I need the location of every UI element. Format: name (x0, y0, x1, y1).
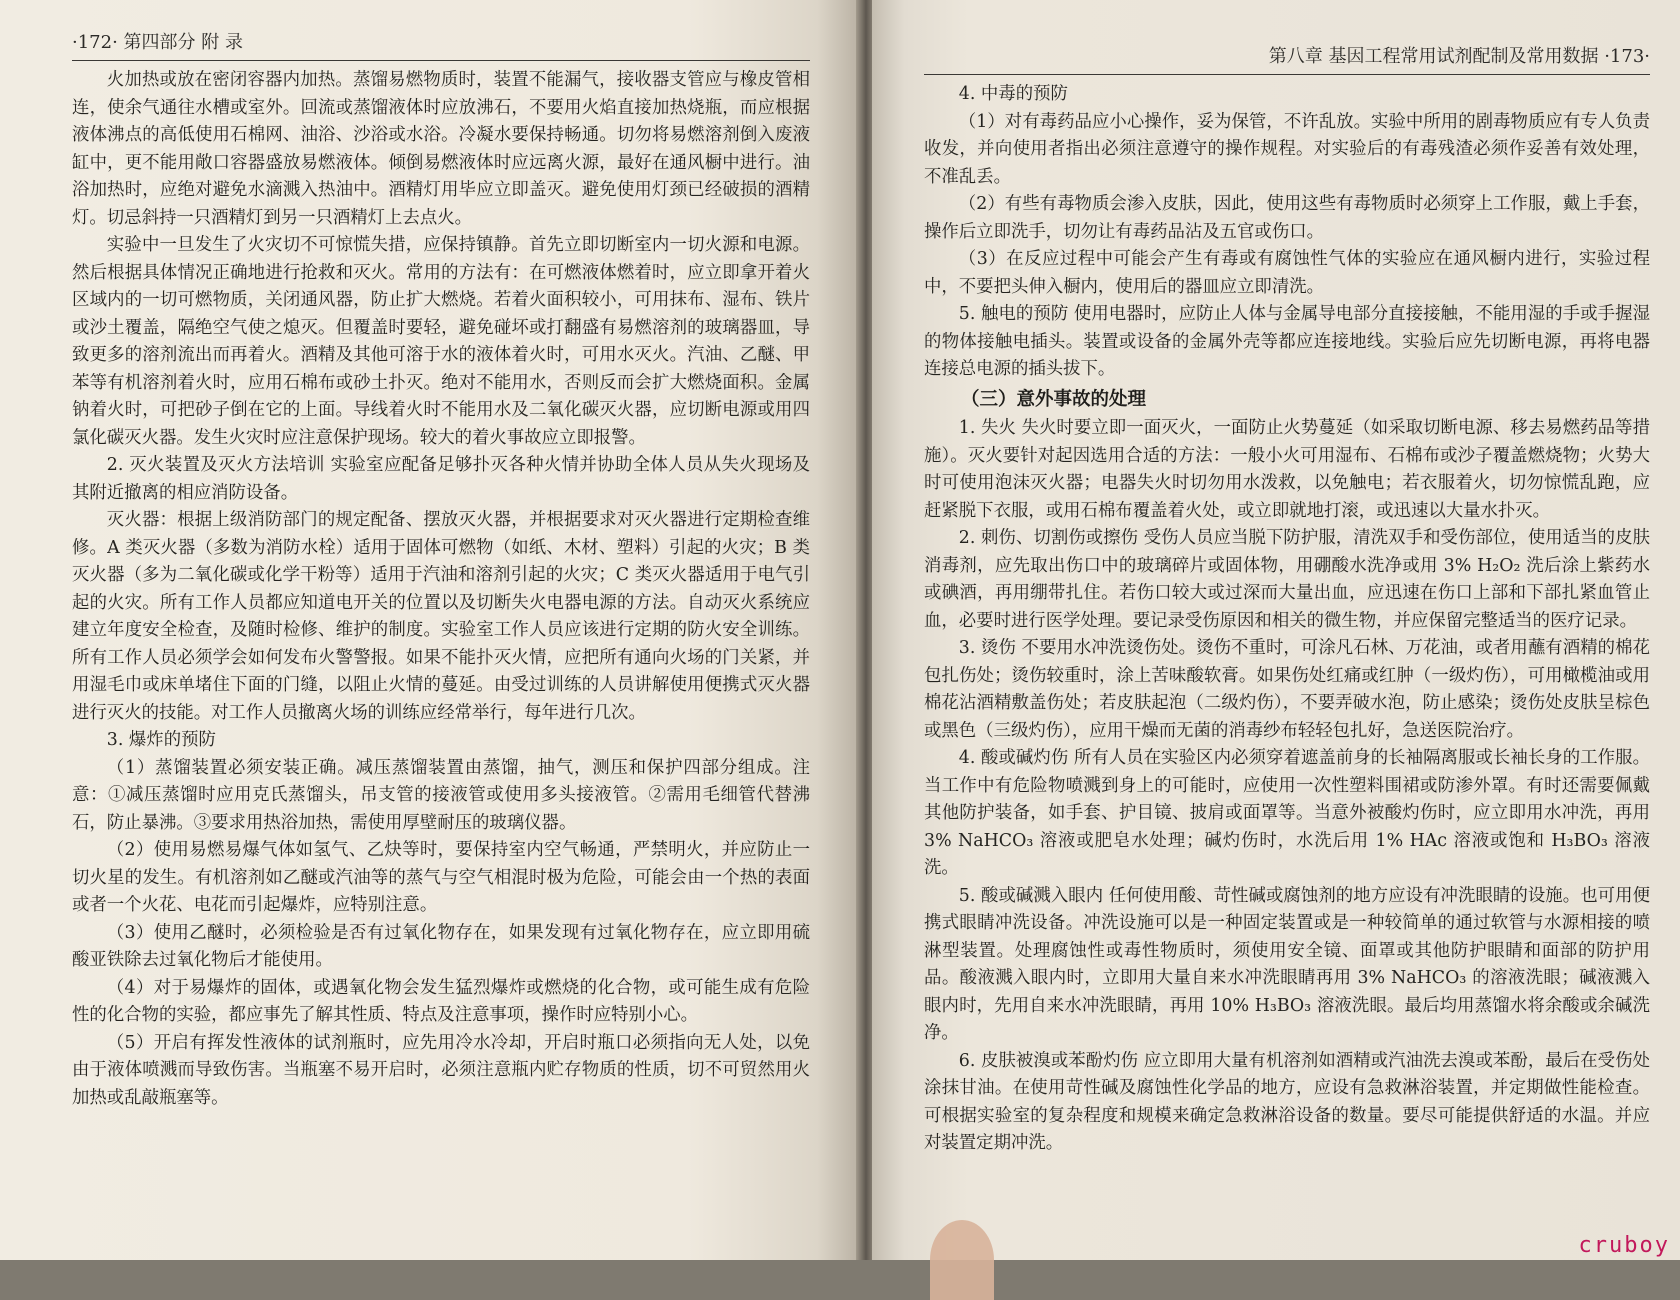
paragraph: 4. 酸或碱灼伤 所有人员在实验区内必须穿着遮盖前身的长袖隔离服或长袖长身的工作服。当工作中有危险物喷溅到身上的可能时，应使用一次性塑料围裙或防渗外罩。有时还需要佩戴其他防护装备，如手套、护目镜、披肩或面罩等。当意外被酸灼伤时，应立即用水冲洗，再用 3% NaHCO₃ 溶液或肥皂水处理；碱灼伤时，水洗后用 1% HAc 溶液或饱和 H₃BO₃ 溶液洗。 (924, 748, 1650, 878)
paragraph: 2. 灭火装置及灭火方法培训 实验室应配备足够扑灭各种火情并协助全体人员从失火现场及其附近撤离的相应消防设备。 (72, 455, 810, 503)
paragraph: 1. 失火 失火时要立即一面灭火，一面防止火势蔓延（如采取切断电源、移去易燃药品等措施）。灭火要针对起因选用合适的方法：一般小火可用湿布、石棉布或沙子覆盖燃烧物；火势大时可使用泡沫灭火器；电器失火时切勿用水泼救，以免触电；若衣服着火，切勿惊慌乱跑，应赶紧脱下衣服，或用石棉布覆盖着火处，或立即就地打滚，或迅速以大量水扑灭。 (924, 418, 1650, 521)
right-running-head: 第八章 基因工程常用试剂配制及常用数据 ·173· (924, 42, 1650, 75)
paragraph: （3）在反应过程中可能会产生有毒或有腐蚀性气体的实验应在通风橱内进行，实验过程中，不要把头伸入橱内，使用后的器皿应立即清洗。 (924, 249, 1650, 297)
paragraph: （5）开启有挥发性液体的试剂瓶时，应先用冷水冷却，开启时瓶口必须指向无人处，以免由于液体喷溅而导致伤害。当瓶塞不易开启时，必须注意瓶内贮存物质的性质，切不可贸然用火加热或乱敲瓶塞等。 (72, 1032, 810, 1108)
thumb (930, 1220, 994, 1300)
watermark: cruboy (1578, 1233, 1670, 1258)
right-page (872, 0, 1680, 1260)
paragraph: 实验中一旦发生了火灾切不可惊慌失措，应保持镇静。首先立即切断室内一切火源和电源。然后根据具体情况正确地进行抢救和灭火。常用的方法有：在可燃液体燃着时，应立即拿开着火区域内的一切可燃物质，关闭通风器，防止扩大燃烧。若着火面积较小，可用抹布、湿布、铁片或沙土覆盖，隔绝空气使之熄灭。但覆盖时要轻，避免碰坏或打翻盛有易燃溶剂的玻璃器皿，导致更多的溶剂流出而再着火。酒精及其他可溶于水的液体着火时，可用水灭火。汽油、乙醚、甲苯等有机溶剂着火时，应用石棉布或砂土扑灭。绝对不能用水，否则反而会扩大燃烧面积。金属钠着火时，可把砂子倒在它的上面。导线着火时不能用水及二氧化碳灭火器，应切断电源或用四氯化碳灭火器。发生火灾时应注意保护现场。较大的着火事故应立即报警。 (72, 235, 810, 448)
section-heading: 4. 中毒的预防 (958, 84, 1068, 104)
paragraph: （2）使用易燃易爆气体如氢气、乙炔等时，要保持室内空气畅通，严禁明火，并应防止一切火星的发生。有机溶剂如乙醚或汽油等的蒸气与空气相混时极为危险，可能会由一个热的表面或者一个火花、电花而引起爆炸，应特别注意。 (72, 840, 810, 915)
left-running-head: ·172· 第四部分 附 录 (72, 28, 810, 61)
paragraph: 火加热或放在密闭容器内加热。蒸馏易燃物质时，装置不能漏气，接收器支管应与橡皮管相连，使余气通往水槽或室外。回流或蒸馏液体时应放沸石，不要用火焰直接加热烧瓶，而应根据液体沸点的高低使用石棉网、油浴、沙浴或水浴。冷凝水要保持畅通。切勿将易燃溶剂倒入废液缸中，更不能用敞口容器盛放易燃液体。倾倒易燃液体时应远离火源，最好在通风橱中进行。油浴加热时，应绝对避免水滴溅入热油中。酒精灯用毕应立即盖灭。避免使用灯颈已经破损的酒精灯。切忌斜持一只酒精灯到另一只酒精灯上去点火。 (72, 70, 810, 228)
paragraph: 5. 酸或碱溅入眼内 任何使用酸、苛性碱或腐蚀剂的地方应设有冲洗眼睛的设施。也可用便携式眼睛冲洗设备。冲洗设施可以是一种固定装置或是一种较简单的通过软管与水源相接的喷淋型装置。处理腐蚀性或毒性物质时，须使用安全镜、面罩或其他防护眼睛和面部的防护用品。酸液溅入眼内时，立即用大量自来水冲洗眼睛再用 3% NaHCO₃ 的溶液洗眼；碱液溅入眼内时，先用自来水冲洗眼睛，再用 10% H₃BO₃ 溶液洗眼。最后均用蒸馏水将余酸或余碱洗净。 (924, 885, 1650, 1043)
left-body-text (72, 67, 810, 1112)
section-heading: 3. 爆炸的预防 (106, 730, 216, 750)
subsection-heading: （三）意外事故的处理 (961, 388, 1147, 410)
paragraph: 5. 触电的预防 使用电器时，应防止人体与金属导电部分直接接触，不能用湿的手或手握湿的物体接触电插头。装置或设备的金属外壳等都应连接地线。实验后应先切断电源，再将电器连接总电源的插头拔下。 (924, 304, 1650, 379)
right-body-text (924, 81, 1650, 1158)
paragraph: 6. 皮肤被溴或苯酚灼伤 应立即用大量有机溶剂如酒精或汽油洗去溴或苯酚，最后在受伤处涂抹甘油。在使用苛性碱及腐蚀性化学品的地方，应设有急救淋浴装置，并定期做性能检查。可根据实验室的复杂程度和规模来确定急救淋浴设备的数量。要尽可能提供舒适的水温。并应对装置定期冲洗。 (924, 1050, 1650, 1153)
paragraph: 2. 刺伤、切割伤或擦伤 受伤人员应当脱下防护服，清洗双手和受伤部位，使用适当的皮肤消毒剂，应先取出伤口中的玻璃碎片或固体物，用硼酸水洗净或用 3% H₂O₂ 洗后涂上紫药水或碘酒，再用绷带扎住。若伤口较大或过深而大量出血，应迅速在伤口上部和下部扎紧血管止血，必要时进行医学处理。要记录受伤原因和相关的微生物，并应保留完整适当的医疗记录。 (924, 528, 1650, 631)
paragraph: （3）使用乙醚时，必须检验是否有过氧化物存在，如果发现有过氧化物存在，应立即用硫酸亚铁除去过氧化物后才能使用。 (72, 922, 810, 970)
paragraph: （1）蒸馏装置必须安装正确。减压蒸馏装置由蒸馏，抽气，测压和保护四部分组成。注意：①减压蒸馏时应用克氏蒸馏头，吊支管的接液管或使用多头接液管。②需用毛细管代替沸石，防止暴沸。③要求用热浴加热，需使用厚壁耐压的玻璃仪器。 (72, 757, 810, 833)
paragraph: （1）对有毒药品应小心操作，妥为保管，不许乱放。实验中所用的剧毒物质应有专人负责收发，并向使用者指出必须注意遵守的操作规程。对实验后的有毒残渣必须作妥善有效处理，不准乱丢。 (924, 111, 1650, 187)
paragraph: 灭火器：根据上级消防部门的规定配备、摆放灭火器，并根据要求对灭火器进行定期检查维修。A 类灭火器（多数为消防水栓）适用于固体可燃物（如纸、木材、塑料）引起的火灾；B 类灭火器（多为二氧化碳或化学干粉等）适用于汽油和溶剂引起的火灾；C 类灭火器适用于电气引起的火灾。所有工作人员都应知道电开关的位置以及切断失火电器电源的方法。自动灭火系统应建立年度安全检查，及随时检修、维护的制度。实验室工作人员应该进行定期的防火安全训练。所有工作人员必须学会如何发布火警警报。如果不能扑灭火情，应把所有通向火场的门关紧，并用湿毛巾或床单堵住下面的门缝，以阻止火情的蔓延。由受过训练的人员讲解使用便携式灭火器进行灭火的技能。对工作人员撤离火场的训练应经常举行，每年进行几次。 (72, 510, 810, 723)
paragraph: （2）有些有毒物质会渗入皮肤，因此，使用这些有毒物质时必须穿上工作服，戴上手套，操作后立即洗手，切勿让有毒药品沾及五官或伤口。 (924, 194, 1650, 242)
left-page (0, 0, 860, 1260)
paragraph: 3. 烫伤 不要用水冲洗烫伤处。烫伤不重时，可涂凡石林、万花油，或者用蘸有酒精的棉花包扎伤处；烫伤较重时，涂上苦味酸软膏。如果伤处红痛或红肿（一级灼伤），可用橄榄油或用棉花沾酒精敷盖伤处；若皮肤起泡（二级灼伤），不要弄破水泡，防止感染；烫伤处皮肤呈棕色或黑色（三级灼伤），应用干燥而无菌的消毒纱布轻轻包扎好，急送医院治疗。 (924, 638, 1650, 741)
paragraph: （4）对于易爆炸的固体，或遇氧化物会发生猛烈爆炸或燃烧的化合物，或可能生成有危险性的化合物的实验，都应事先了解其性质、特点及注意事项，操作时应特别小心。 (72, 977, 810, 1025)
